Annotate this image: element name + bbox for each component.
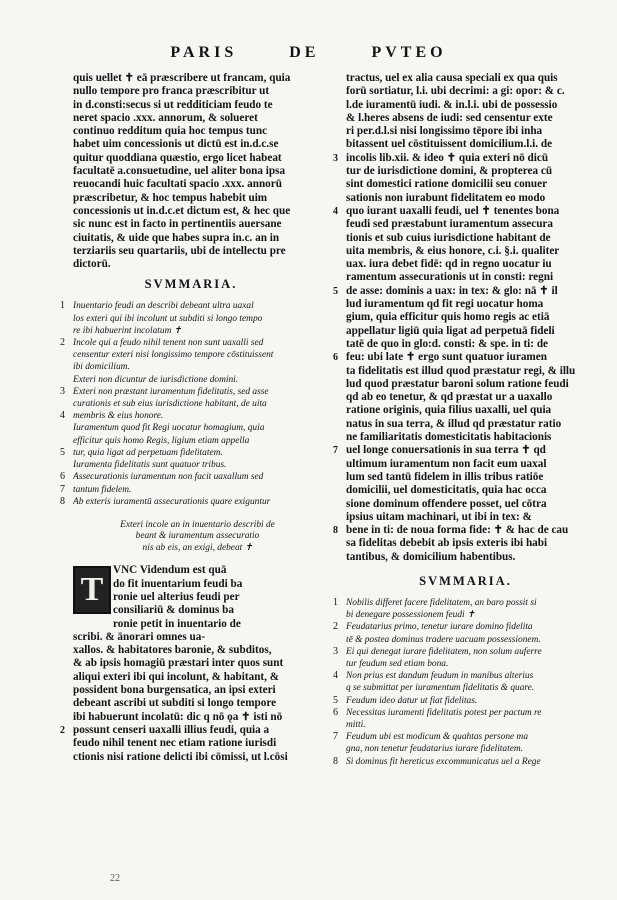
summaria-item [60,410,322,422]
marginal-number: 1 [60,300,65,312]
marginal-number: 7 [333,731,338,743]
marginal-number: 7 [333,445,338,457]
text-line [333,404,598,417]
text-line [333,99,598,112]
summaria-item [333,719,598,731]
summaria-item [60,349,322,361]
summaria-item [60,422,322,434]
summaria-item [60,337,322,349]
line-text: tatē de quo in glo:d. consti: & spe. in ti: de [346,337,549,350]
text-line [333,285,598,298]
marginal-number: 2 [60,337,65,349]
line-text: terziariis seu quartariis, ubi de intellectu pre [73,244,286,257]
line-text: & l.heres absens de iudi: sed censentur exte [346,111,553,124]
line-text: gna, non tenetur feudatarius iurare fidelitatem. [346,744,523,755]
line-text: censentur exteri nisi longissimo tempore cōstituissent [73,350,274,361]
marginal-number: 2 [60,724,65,736]
line-text: mitti. [346,720,366,731]
line-text: Iuramentum quod fit Regi uocatur homagium, quia [73,423,265,434]
summaria-item [333,646,598,658]
summaria-item [60,459,322,471]
line-text: ipsius uitam machinari, ut ibi in tex: & [346,510,532,523]
text-line [333,165,598,178]
text-line [60,152,322,165]
running-head-mid: DE [289,44,320,61]
line-text: feudi sed præstabunt iuramentum assecura [346,218,553,231]
summaria-item [333,707,598,719]
line-text: natus in sua terra, & illud qd præstatur ratio [346,417,562,430]
line-text: qd ab eo tenetur, & qd præstat ur a uaxallo [346,391,553,404]
summaria-item [60,447,322,459]
line-text: bi denegare possessionem feudi ✝ [346,610,475,621]
line-text: sa fidelitas debebit ab ipsis exteris ibi habi [346,537,548,550]
text-line [333,524,598,537]
text-line [333,471,598,484]
marginal-number: 3 [333,645,338,657]
signature-mark: 22 [110,873,120,884]
text-line [60,192,322,205]
text-line [333,205,598,218]
text-line [333,498,598,511]
summaria-item [333,756,598,768]
line-text: Feudum ubi est modicum & quahtas persone ma [346,732,529,743]
text-line [60,99,322,112]
line-text: appellatur ligiū quia ligat ad perpetuā fideli [346,324,555,337]
line-text: aliqui exteri ibi qui incolunt, & habitant, & [73,670,280,683]
line-text: domicilii, uel domesticitatis, quia hac occa [346,484,547,497]
line-text: tur de iurisdictione domini, & propterea cū [346,165,553,178]
line-text: ramentum assecurationis ut in consti: regni [346,271,554,284]
line-text: tantum fidelem. [73,484,132,495]
section-caption [60,520,322,555]
summaria-item [60,435,322,447]
marginal-number: 8 [333,755,338,767]
dropcap-initial [73,566,111,614]
text-line [60,631,322,644]
right-body-text [333,72,598,564]
caption-line: Exteri incole an in inuentario describi de [120,519,275,530]
text-line [333,125,598,138]
marginal-number: 4 [333,205,338,217]
line-text: Inuentario feudi an describi debeant ultra uaxal [73,301,254,312]
line-text: tionis et sub cuius iurisdictione habitant de [346,231,551,244]
text-line [60,671,322,684]
text-line [60,112,322,125]
line-text: Iuramenta fidelitatis sunt quatuor tribus. [73,460,227,471]
line-text: lud quod præstatur baroni solum ratione feudi [346,377,569,390]
left-summaria-heading: SVMMARIA. [144,277,238,292]
text-line [333,351,598,364]
line-text: continuo redditum quia hoc tempus tunc [73,125,268,138]
dropcap-letter: T [80,571,104,609]
marginal-number: 7 [60,483,65,495]
summaria-item [60,325,322,337]
text-line [333,245,598,258]
summaria-item [333,658,598,670]
line-text: ultimum iuramentum non facit eum uaxal [346,457,547,470]
text-line [333,325,598,338]
summaria-item [333,609,598,621]
text-line [60,618,322,631]
line-text: uax. iura debet fidē: qd in regno uocatur iu [346,258,552,271]
line-text: feudo nihil tenent nec etiam ratione iurisdi [73,737,277,750]
text-line [60,657,322,670]
line-text: neret spacio .xxx. annorum, & solueret [73,111,258,124]
marginal-number: 6 [60,471,65,483]
line-text: incolis lib.xii. & ideo ✝ quia exteri nō dicū [346,151,549,164]
line-text: sic nunc est in facto in pertinentiis auersane [73,218,282,231]
summaria-item [333,682,598,694]
text-line [333,72,598,85]
text-line [333,338,598,351]
line-text: Exteri non præstant iuramentum fidelitatis, sed asse [73,386,269,397]
line-text: habet uim concessionis ut dictū est in.d.c.se [73,138,279,151]
line-text: efficitur quis homo Regis, ligium etiam appella [73,435,250,446]
line-text: quis uellet ✝ eā præscribere ut francam, quia [73,72,291,84]
line-text: ctionis nisi ratione delicti ibi cōmissi, ut l.cōsi [73,750,288,763]
right-column [333,72,598,768]
text-line [333,85,598,98]
line-text: Nobilis differet facere fidelitatem, an baro possit si [346,597,537,608]
text-line [333,378,598,391]
line-text: forū sortiatur, l.i. ubi decrimi: a gi: opor: & c. [346,85,565,98]
marginal-number: 1 [333,596,338,608]
summaria-item [60,300,322,312]
text-line [333,152,598,165]
line-text: quitur quoddiana quæstio, ergo licet habeat [73,151,282,164]
text-line [333,271,598,284]
marginal-number: 4 [333,670,338,682]
line-text: consiliariū & dominus ba [113,604,234,617]
marginal-number: 5 [333,285,338,297]
text-line [60,178,322,191]
line-text: & ab ipsis homagiū præstari inter quos sunt [73,657,284,670]
right-summaria-list [333,597,598,768]
caption-line: nis ab eis, an exigi, debeat ✝ [142,542,253,553]
text-line [333,218,598,231]
line-text: sationis non iurabunt fidelitatem eo modo [346,191,546,204]
line-text: curationis et sub eius iurisdictione habitant, de uita [73,399,267,410]
text-line [333,458,598,471]
summaria-item [60,471,322,483]
left-summaria-list [60,300,322,507]
text-line [60,737,322,750]
text-line [60,697,322,710]
line-text: reuocandi huic facultati spacio .xxx. annorū [73,178,282,191]
marginal-number: 5 [333,694,338,706]
line-text: Non prius est dandum feudum in manibus alterius [346,671,534,682]
line-text: l.de iuramentū iudi. & in.l.i. ubi de possessio [346,98,558,111]
line-text: bitassent uel cōstituissent domicilium.l.i. de [346,138,553,151]
line-text: Ab exteris iuramentū assecurationis quare exiguntur [73,496,271,507]
text-line [333,178,598,191]
text-line [60,724,322,737]
summaria-item [60,398,322,410]
summaria-item [60,361,322,373]
marginal-number: 8 [60,495,65,507]
line-text: los exteri qui ibi incolunt ut subditi si longo tempo [73,313,263,324]
marginal-number: 5 [60,446,65,458]
left-body-text-continued [60,631,322,764]
line-text: ta fidelitatis est illud quod præstatur regi, & illu [346,364,576,377]
line-text: nullo tempore pro franca præscribitur ut [73,85,270,98]
line-text: sint domestici ratione domicilii seu conuer [346,178,548,191]
summaria-item [333,743,598,755]
summaria-item [60,484,322,496]
line-text: concessionis ut in.d.c.et dictum est, & hec que [73,204,291,217]
summaria-item [333,634,598,646]
text-line [333,537,598,550]
text-line [333,511,598,524]
line-text: Feudatarius primo, tenetur iurare domino fidelita [346,622,533,633]
line-text: bene in ti: de noua forma fide: ✝ & hac de cau [346,524,569,537]
marginal-number: 2 [333,621,338,633]
marginal-number: 6 [333,706,338,718]
running-head-left: PARIS [170,44,238,61]
summaria-item [60,374,322,386]
text-line [333,232,598,245]
line-text: præscribetur, & hoc tempus habebit uim [73,191,268,204]
line-text: ne familiaritatis domesticitatis habitacionis [346,431,552,444]
line-text: tē & postea dominus tradere uacuam possessionem. [346,634,541,645]
marginal-number: 3 [333,152,338,164]
line-text: VNC Videndum est quā [113,564,227,577]
summaria-item [60,386,322,398]
text-line [333,311,598,324]
text-line [60,751,322,764]
line-text: Si dominus fit hereticus excommunicatus uel a Rege [346,756,541,767]
line-text: feu: ubi late ✝ ergo sunt quatuor iuramen [346,351,547,364]
text-line [333,431,598,444]
left-body-text [60,72,322,271]
text-line [333,112,598,125]
line-text: ronie uel alterius feudi per [113,591,240,603]
line-text: Incole qui a feudo nihil tenent non sunt uaxalli sed [73,338,264,349]
line-text: do fit inuentarium feudi ba [113,577,243,590]
line-text: q se submittat per iuramentum fidelitatis & quare. [346,683,535,694]
summaria-item [333,695,598,707]
line-text: xallos. & habitatores baronie, & subditos, [73,644,272,657]
text-line [60,138,322,151]
line-text: facultatē a.consuetudine, uel aliter bona ipsa [73,165,286,178]
line-text: Ei qui denegat iurare fidelitatem, non solum auferre [346,646,542,657]
summaria-item [333,597,598,609]
line-text: Assecurationis iuramentum non facit uaxallum sed [73,472,264,483]
summaria-item [333,670,598,682]
summaria-item [60,496,322,508]
line-text: ibi domicilium. [73,362,130,373]
line-text: uel longe conuersationis in sua terra ✝ qd [346,444,546,457]
text-line [60,232,322,245]
summaria-item [333,731,598,743]
line-text: in d.consti:secus si ut redditiciam feudo te [73,98,273,111]
text-line [333,418,598,431]
line-text: ciuitatis, & uide que habes supra in.c. an in [73,231,280,244]
text-line [60,258,322,271]
line-text: possunt censeri uaxalli illius feudi, quia a [73,723,270,736]
running-head [0,44,617,62]
text-line [60,165,322,178]
line-text: tantibus, & domicilium habentibus. [346,550,516,563]
text-line [333,444,598,457]
text-line [60,205,322,218]
dropcap-paragraph [60,564,322,630]
text-line [60,125,322,138]
line-text: quo iurant uaxalli feudi, uel ✝ tenentes bona [346,204,560,217]
text-line [60,245,322,258]
line-text: tractus, uel ex alia causa speciali ex qua quis [346,72,558,84]
line-text: re ibi habuerint incolatum ✝ [73,325,182,336]
line-text: membris & eius honore. [73,411,164,422]
text-line [333,138,598,151]
summaria-item [333,621,598,633]
text-line [333,551,598,564]
marginal-number: 8 [333,525,338,537]
right-summaria-heading: SVMMARIA. [419,573,512,588]
line-text: possident bona burgensatica, an ipsi exteri [73,684,276,697]
text-line [60,711,322,724]
caption-line: beant & iuramentum assecuratio [135,531,260,542]
marginal-number: 4 [60,410,65,422]
line-text: uita membris, & eius honore, c.i. §.i. qualiter [346,244,560,257]
line-text: Exteri non dicuntur de iurisdictione domini. [73,374,239,385]
line-text: tur, quia ligat ad perpetuam fidelitatem. [73,447,223,458]
left-column [60,72,322,764]
text-line [333,298,598,311]
line-text: ratione originis, quia filius uaxalli, uel quia [346,404,552,417]
line-text: tur feudum sed etiam bona. [346,659,449,669]
line-text: ibi habuerunt incolatū: dic q nō ǫa ✝ isti nō [73,710,283,723]
line-text: scribi. & ānorari omnes ua- [73,630,206,643]
text-line [333,484,598,497]
line-text: de asse: dominis a uax: in tex: & glo: nā ✝ il [346,284,558,297]
line-text: sione dominum offendere posset, uel cōtra [346,497,547,510]
text-line [333,365,598,378]
line-text: gium, quia efficitur quis homo regis ac etiā [346,311,550,324]
line-text: debeant ascribi ut subditi si longo tempore [73,697,277,710]
line-text: Feudum ideo datur ut fiat fidelitas. [346,695,478,706]
line-text: lum sed tantū fidelem in illis tribus ratiōe [346,470,544,483]
line-text: ronie petit in inuentario de [113,617,241,630]
text-line [60,72,322,85]
line-text: Necessitas iuramenti fidelitatis potest per pactum re [346,707,542,718]
marginal-number: 3 [60,385,65,397]
line-text: ri per.d.l.si nisi longissimo tēpore ibi inha [346,125,543,138]
summaria-item [60,313,322,325]
text-line [60,684,322,697]
text-line [60,644,322,657]
text-line [60,218,322,231]
line-text: lud iuramentum qd fit regi uocatur homa [346,298,544,311]
text-line [333,192,598,205]
text-line [333,391,598,404]
line-text: dictorū. [73,258,111,271]
text-line [60,85,322,98]
running-head-right: PVTEO [371,44,447,61]
text-line [333,258,598,271]
marginal-number: 6 [333,352,338,364]
